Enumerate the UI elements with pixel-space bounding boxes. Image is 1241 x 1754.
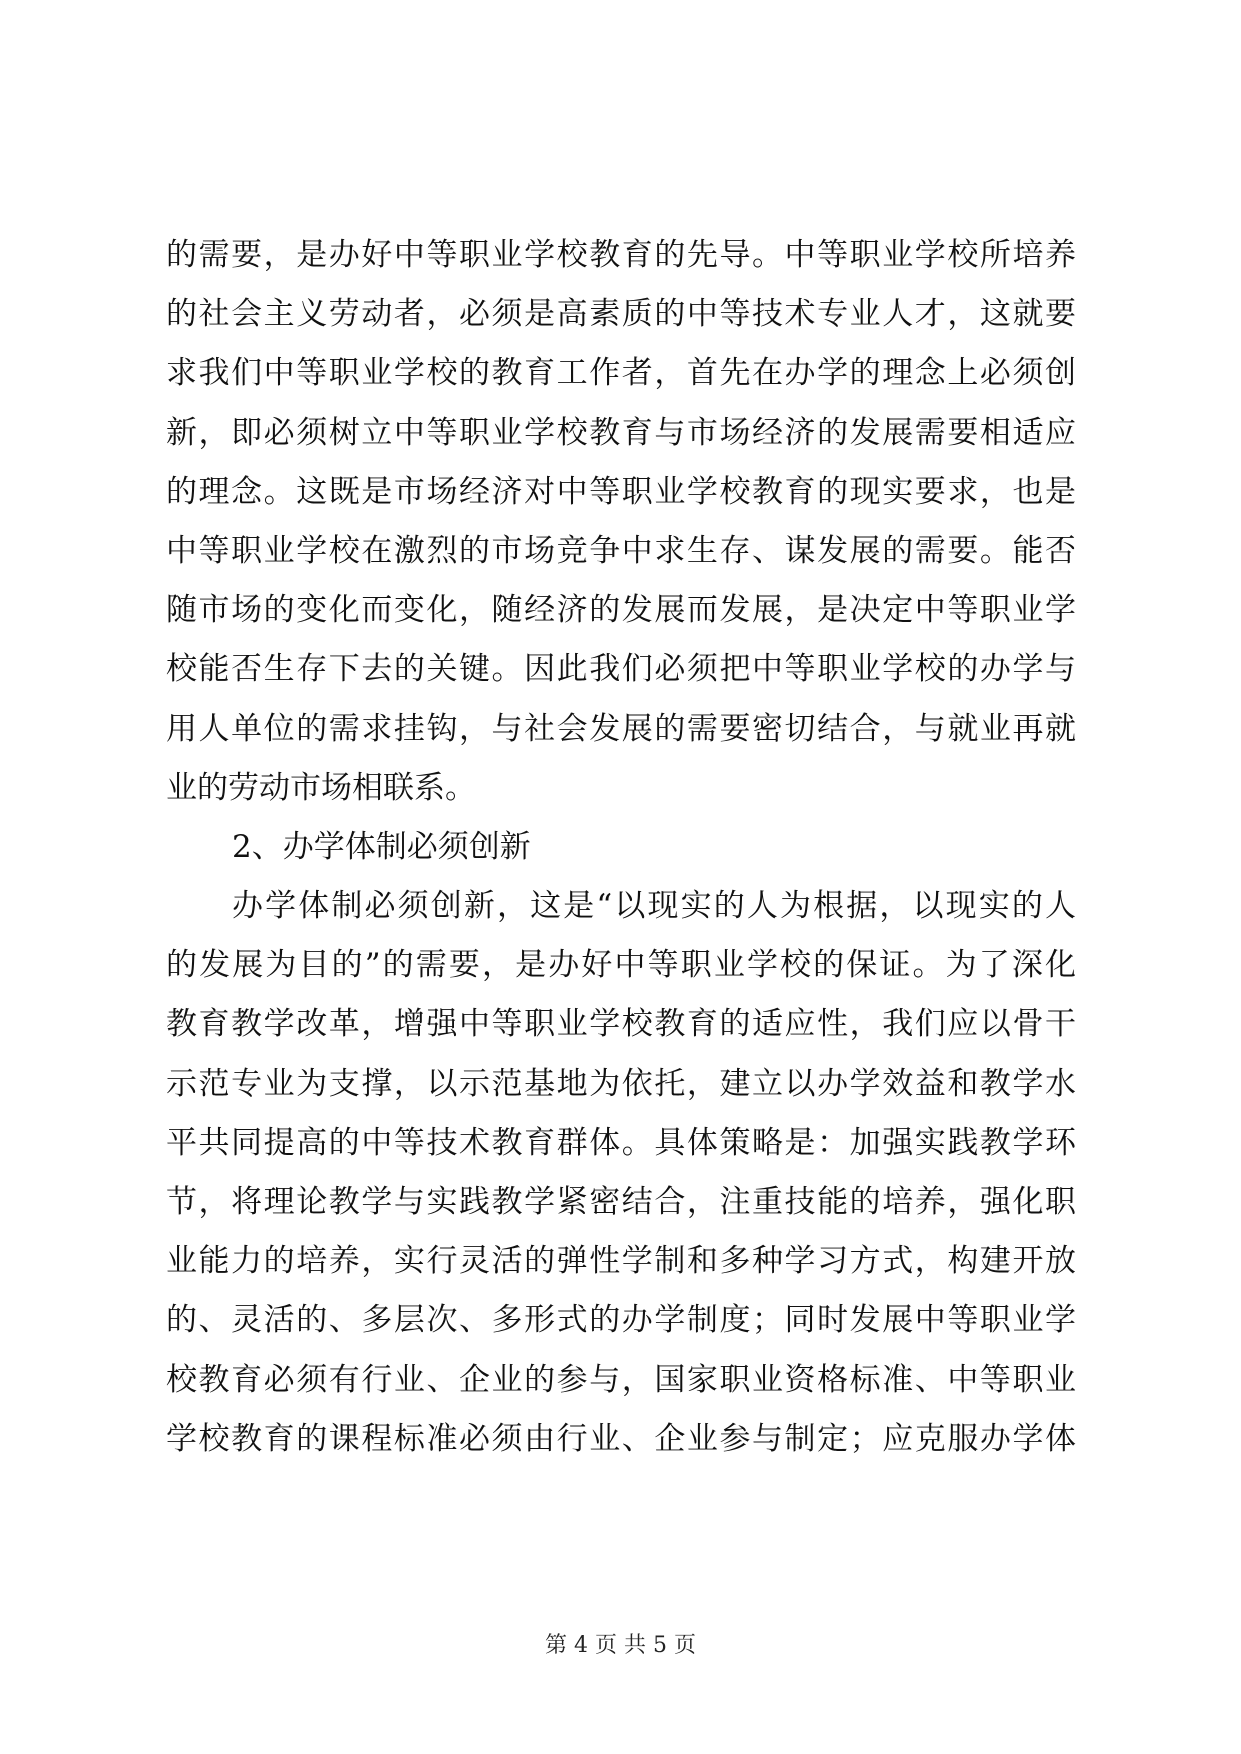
text-line: 业能力的培养，实行灵活的弹性学制和多种学习方式，构建开放 bbox=[166, 1243, 1076, 1280]
text-line: 新，即必须树立中等职业学校教育与市场经济的发展需要相适应 bbox=[166, 414, 1076, 451]
text-line: 中等职业学校在激烈的市场竞争中求生存、谋发展的需要。能否 bbox=[166, 532, 1076, 569]
text-line: 学校教育的课程标准必须由行业、企业参与制定；应克服办学体 bbox=[166, 1420, 1076, 1457]
text-line: 节，将理论教学与实践教学紧密结合，注重技能的培养，强化职 bbox=[166, 1184, 1076, 1220]
text-line: 用人单位的需求挂钩，与社会发展的需要密切结合，与就业再就 bbox=[166, 710, 1076, 747]
text-line: 教育教学改革，增强中等职业学校教育的适应性，我们应以骨干 bbox=[166, 1006, 1076, 1043]
text-line: 的需要，是办好中等职业学校教育的先导。中等职业学校所培养 bbox=[166, 237, 1076, 273]
section-heading: 2、办学体制必须创新 bbox=[232, 828, 531, 865]
text-line: 平共同提高的中等技术教育群体。具体策略是：加强实践教学环 bbox=[166, 1124, 1076, 1161]
text-line: 随市场的变化而变化，随经济的发展而发展，是决定中等职业学 bbox=[166, 592, 1076, 629]
text-line: 校能否生存下去的关键。因此我们必须把中等职业学校的办学与 bbox=[166, 651, 1076, 688]
text-line: 的理念。这既是市场经济对中等职业学校教育的现实要求，也是 bbox=[166, 473, 1076, 510]
text-line: 求我们中等职业学校的教育工作者，首先在办学的理念上必须创 bbox=[166, 355, 1076, 392]
text-line: 业的劳动市场相联系。 bbox=[166, 769, 476, 806]
text-line: 办学体制必须创新，这是“以现实的人为根据，以现实的人 bbox=[232, 888, 1076, 925]
text-line: 的、灵活的、多层次、多形式的办学制度；同时发展中等职业学 bbox=[166, 1302, 1076, 1339]
document-body bbox=[166, 226, 1076, 1469]
text-line: 的发展为目的”的需要，是办好中等职业学校的保证。为了深化 bbox=[166, 947, 1076, 984]
text-line: 校教育必须有行业、企业的参与，国家职业资格标准、中等职业 bbox=[166, 1361, 1076, 1398]
page-number-footer: 第 4 页 共 5 页 bbox=[545, 1633, 696, 1658]
text-line: 示范专业为支撑，以示范基地为依托，建立以办学效益和教学水 bbox=[166, 1065, 1076, 1102]
text-line: 的社会主义劳动者，必须是高素质的中等技术专业人才，这就要 bbox=[166, 296, 1076, 333]
